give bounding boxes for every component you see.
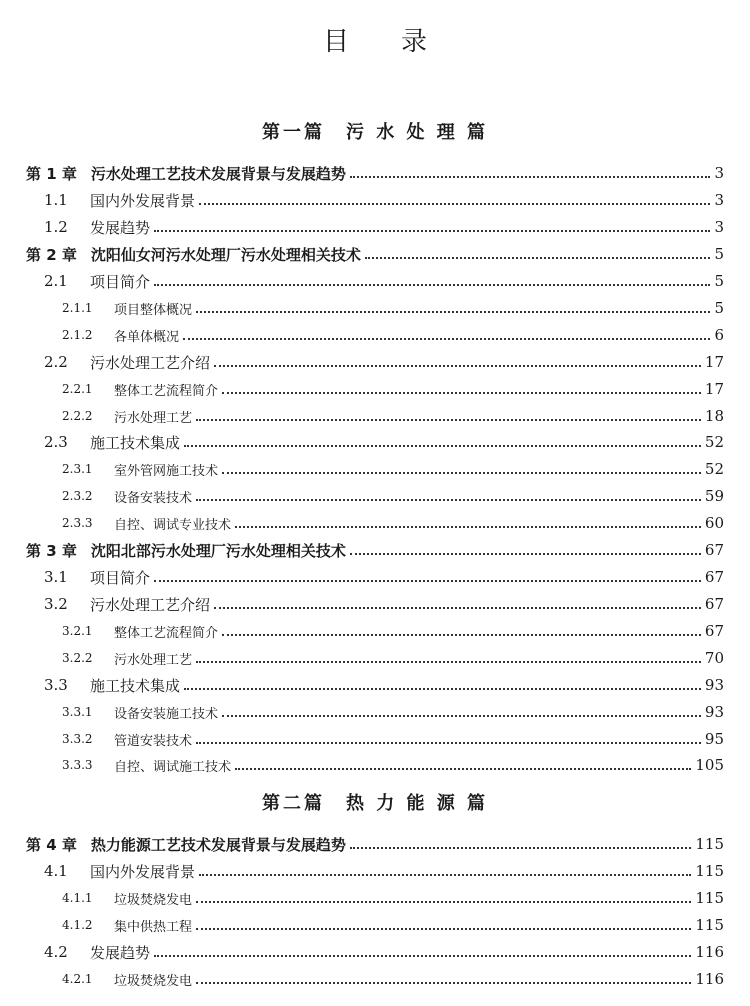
toc-page: 5 (714, 299, 724, 317)
toc-page: 17 (704, 380, 724, 398)
dot-leader (184, 445, 701, 447)
toc-page: 5 (714, 272, 724, 290)
dot-leader (235, 526, 701, 528)
toc-number: 3.1 (44, 568, 68, 586)
toc-number: 2.2.2 (62, 409, 93, 423)
dot-leader (365, 257, 710, 259)
toc-number: 2.1 (44, 272, 68, 290)
dot-leader (196, 982, 691, 984)
toc-title: 设备安装技术 (114, 490, 193, 506)
toc-section[interactable] (44, 214, 724, 240)
toc-subsection[interactable] (62, 966, 724, 992)
toc-number: 第 3 章 (26, 541, 77, 560)
toc-section[interactable] (44, 939, 724, 965)
dot-leader (222, 715, 701, 717)
toc-page: 67 (704, 622, 724, 640)
toc-page: 60 (704, 514, 724, 532)
dot-leader (196, 419, 701, 421)
toc-title: 设备安装施工技术 (114, 706, 219, 722)
toc-section[interactable] (44, 672, 724, 698)
dot-leader (350, 553, 701, 555)
toc-page: 105 (695, 756, 724, 774)
toc-title: 污水处理工艺技术发展背景与发展趋势 (90, 164, 346, 183)
dot-leader (183, 338, 710, 340)
toc-subsection[interactable] (62, 483, 724, 509)
toc-page: 17 (704, 353, 724, 371)
toc-subsection[interactable] (62, 376, 724, 402)
toc-section[interactable] (44, 187, 724, 213)
dot-leader (184, 688, 701, 690)
toc-title: 国内外发展背景 (90, 862, 196, 881)
dot-leader (196, 742, 701, 744)
dot-leader (222, 392, 701, 394)
toc-page: 6 (714, 326, 724, 344)
toc-title: 施工技术集成 (90, 433, 181, 452)
dot-leader (196, 661, 701, 663)
toc-title: 垃圾焚烧发电 (114, 892, 193, 908)
toc-page: 52 (704, 433, 724, 451)
toc-subsection[interactable] (62, 645, 724, 671)
toc-section[interactable] (44, 564, 724, 590)
toc-title: 整体工艺流程简介 (114, 625, 219, 641)
toc-subsection[interactable] (62, 726, 724, 752)
toc-number: 4.2.1 (62, 972, 93, 986)
toc-title: 污水处理工艺 (114, 410, 193, 426)
toc-chapter[interactable] (26, 831, 724, 857)
toc-number: 3.3 (44, 676, 68, 694)
toc-subsection[interactable] (62, 618, 724, 644)
toc-title: 垃圾焚烧发电 (114, 973, 193, 989)
toc-page: 93 (704, 676, 724, 694)
toc-title: 热力能源工艺技术发展背景与发展趋势 (90, 835, 346, 854)
toc-number: 2.1.1 (62, 301, 93, 315)
toc-subsection[interactable] (62, 912, 724, 938)
toc-number: 1.2 (44, 218, 68, 236)
toc-title: 沈阳北部污水处理厂污水处理相关技术 (90, 541, 346, 560)
toc-number: 4.1.2 (62, 918, 93, 932)
toc-number: 4.1 (44, 862, 68, 880)
page-title-char-1: 目 (322, 27, 349, 57)
toc-title: 沈阳仙女河污水处理厂污水处理相关技术 (90, 245, 361, 264)
toc-page: 18 (704, 407, 724, 425)
dot-leader (196, 901, 691, 903)
toc-number: 2.3.1 (62, 462, 93, 476)
toc-page: 95 (704, 730, 724, 748)
toc-number: 第 2 章 (26, 245, 77, 264)
toc-page: 3 (714, 164, 724, 182)
toc-section[interactable] (44, 429, 724, 455)
toc-number: 2.2 (44, 353, 68, 371)
toc-title: 自控、调试施工技术 (114, 759, 232, 775)
toc-title: 项目简介 (90, 272, 151, 291)
toc-title: 项目整体概况 (114, 302, 193, 318)
toc-number: 3.2 (44, 595, 68, 613)
toc-page: 115 (695, 889, 724, 907)
toc-subsection[interactable] (62, 510, 724, 536)
toc-page: 93 (704, 703, 724, 721)
toc-title: 室外管网施工技术 (114, 463, 219, 479)
toc-title: 各单体概况 (114, 329, 180, 345)
toc-number: 4.1.1 (62, 891, 93, 905)
toc-chapter[interactable] (26, 537, 724, 563)
toc-number: 2.1.2 (62, 328, 93, 342)
dot-leader (350, 176, 710, 178)
dot-leader (214, 607, 701, 609)
toc-number: 2.3 (44, 433, 68, 451)
toc-section[interactable] (44, 591, 724, 617)
dot-leader (154, 284, 710, 286)
toc-number: 3.3.2 (62, 732, 93, 746)
toc-page: 67 (704, 568, 724, 586)
toc-page: 67 (704, 595, 724, 613)
toc-chapter[interactable] (26, 160, 724, 186)
toc-subsection[interactable] (62, 752, 724, 778)
toc-title: 自控、调试专业技术 (114, 517, 232, 533)
toc-chapter[interactable] (26, 241, 724, 267)
toc-page: 3 (714, 218, 724, 236)
toc-number: 3.3.1 (62, 705, 93, 719)
toc-title: 管道安装技术 (114, 733, 193, 749)
dot-leader (154, 955, 691, 957)
toc-number: 3.3.3 (62, 758, 93, 772)
toc-page: 115 (695, 862, 724, 880)
toc-number: 2.3.2 (62, 489, 93, 503)
dot-leader (199, 203, 710, 205)
page-title (0, 22, 750, 62)
toc-title: 污水处理工艺介绍 (90, 353, 211, 372)
toc-number: 3.2.2 (62, 651, 93, 665)
toc-section[interactable] (44, 268, 724, 294)
dot-leader (199, 874, 691, 876)
dot-leader (154, 580, 701, 582)
toc-title: 发展趋势 (90, 218, 151, 237)
toc-title: 项目简介 (90, 568, 151, 587)
part-heading: 第二篇 热 力 能 源 篇 (261, 793, 489, 814)
toc-subsection[interactable] (62, 885, 724, 911)
toc-title: 国内外发展背景 (90, 191, 196, 210)
toc-number: 第 1 章 (26, 164, 77, 183)
dot-leader (154, 230, 710, 232)
toc-number: 4.2 (44, 943, 68, 961)
dot-leader (222, 472, 701, 474)
toc-title: 施工技术集成 (90, 676, 181, 695)
toc-subsection[interactable] (62, 295, 724, 321)
dot-leader (214, 365, 701, 367)
toc-section[interactable] (44, 858, 724, 884)
toc-title: 污水处理工艺 (114, 652, 193, 668)
toc-page: 52 (704, 460, 724, 478)
toc-page: 59 (704, 487, 724, 505)
toc-page: 5 (714, 245, 724, 263)
toc-title: 集中供热工程 (114, 919, 193, 935)
toc-page: 116 (695, 943, 724, 961)
dot-leader (196, 928, 691, 930)
toc-subsection[interactable] (62, 322, 724, 348)
toc-page: 67 (704, 541, 724, 559)
toc-page: 115 (695, 835, 724, 853)
toc-number: 1.1 (44, 191, 68, 209)
dot-leader (350, 847, 691, 849)
toc-number: 3.2.1 (62, 624, 93, 638)
toc-subsection[interactable] (62, 699, 724, 725)
toc-number: 2.3.3 (62, 516, 93, 530)
toc-number: 第 4 章 (26, 835, 77, 854)
toc-subsection[interactable] (62, 456, 724, 482)
dot-leader (196, 499, 701, 501)
toc-title: 污水处理工艺介绍 (90, 595, 211, 614)
toc-page: 70 (704, 649, 724, 667)
toc-title: 整体工艺流程简介 (114, 383, 219, 399)
toc-subsection[interactable] (62, 403, 724, 429)
dot-leader (235, 768, 691, 770)
toc-title: 发展趋势 (90, 943, 151, 962)
toc-number: 2.2.1 (62, 382, 93, 396)
dot-leader (222, 634, 701, 636)
toc-page: 115 (695, 916, 724, 934)
toc-page: 3 (714, 191, 724, 209)
page-title-char-2: 录 (401, 27, 428, 57)
toc-section[interactable] (44, 349, 724, 375)
dot-leader (196, 311, 710, 313)
toc-page: 116 (695, 970, 724, 988)
part-heading: 第一篇 污 水 处 理 篇 (261, 122, 489, 143)
